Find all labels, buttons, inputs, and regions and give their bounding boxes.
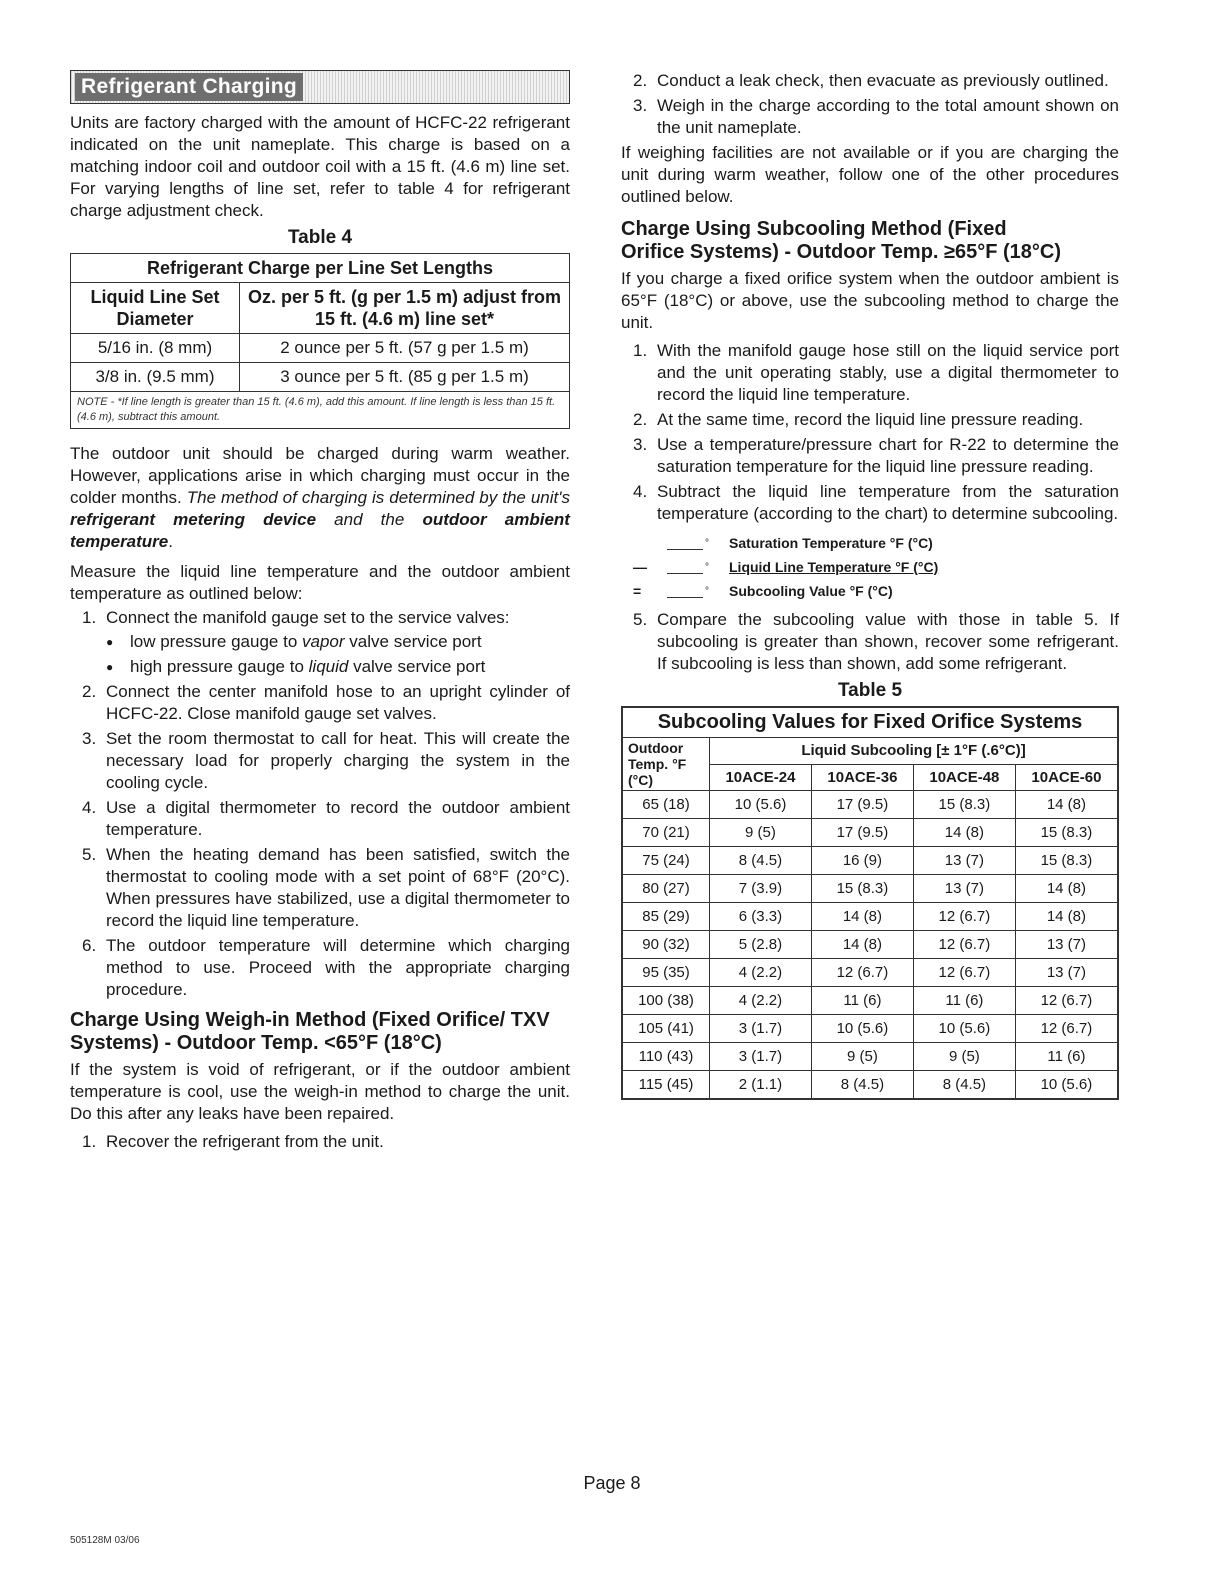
subcooling-steps-continued	[621, 609, 1119, 675]
step-text: Use a temperature/pressure chart for R-22 to determine the saturation temperature for the liquid line pressure reading.	[657, 435, 1119, 476]
table4-caption: Table 4	[287, 227, 353, 248]
table-cell: 12 (6.7)	[913, 931, 1015, 959]
table-row	[622, 903, 1118, 931]
table-row	[71, 334, 570, 363]
table-cell: 13 (7)	[913, 847, 1015, 875]
step-text: The outdoor temperature will determine which charging method to use. Proceed with the appropriate charging procedure.	[106, 936, 570, 999]
table4-title: Refrigerant Charge per Line Set Lengths	[71, 254, 570, 283]
text-span: outdoor ambient temperature	[70, 510, 570, 551]
text-span: vapor	[302, 632, 345, 651]
step-number: 1.	[82, 608, 97, 627]
step-text: With the manifold gauge hose still on the liquid service port and the unit operating stably, use a digital thermometer to record the liquid line temperature.	[657, 341, 1119, 404]
table-cell: 10 (5.6)	[913, 1015, 1015, 1043]
table-row	[622, 1071, 1118, 1100]
text-span: liquid	[308, 657, 349, 676]
table4-col1-header: Liquid Line Set Diameter	[71, 283, 240, 334]
table-row	[622, 875, 1118, 903]
table-cell: 12 (6.7)	[811, 959, 913, 987]
weighing-paragraph: If weighing facilities are not available or if you are charging the unit during warm weather, follow one of the other procedures outlined below.	[621, 143, 1119, 206]
table-cell: 12 (6.7)	[1015, 987, 1118, 1015]
table-row	[622, 931, 1118, 959]
table-cell: 4 (2.2)	[710, 987, 812, 1015]
table-cell: 17 (9.5)	[811, 791, 913, 819]
list-item	[621, 609, 1119, 675]
table-row	[622, 987, 1118, 1015]
table-cell: 100 (38)	[622, 987, 710, 1015]
table-cell: 8 (4.5)	[913, 1071, 1015, 1100]
table-cell: 15 (8.3)	[1015, 819, 1118, 847]
list-item	[621, 340, 1119, 406]
table5-title: Subcooling Values for Fixed Orifice Systems	[622, 707, 1118, 738]
step-number: 4.	[82, 798, 97, 817]
heading-line: Charge Using Subcooling Method (Fixed	[621, 218, 1007, 240]
table-cell: 16 (9)	[811, 847, 913, 875]
step-text: Weigh in the charge according to the total amount shown on the unit nameplate.	[657, 96, 1119, 137]
step-text: Compare the subcooling value with those in table 5. If subcooling is greater than shown, recover some refrigerant. If subcooling is less than shown, add some refrigerant.	[657, 610, 1119, 673]
step-text: Recover the refrigerant from the unit.	[106, 1132, 384, 1151]
list-item	[621, 434, 1119, 478]
degree-mark: °	[705, 585, 709, 597]
table-cell: 15 (8.3)	[913, 791, 1015, 819]
table-cell: 8 (4.5)	[710, 847, 812, 875]
bullet-icon: ●	[106, 660, 114, 674]
table-cell: 14 (8)	[1015, 791, 1118, 819]
step-text: Set the room thermostat to call for heat. This will create the necessary load for properly charging the system in the cooling cycle.	[106, 729, 570, 792]
step-number: 5.	[633, 610, 648, 629]
table-cell: 80 (27)	[622, 875, 710, 903]
list-item	[70, 681, 570, 725]
table-cell: 2 (1.1)	[710, 1071, 812, 1100]
subcooling-calculation	[621, 531, 1119, 603]
subcooling-steps	[621, 340, 1119, 525]
table-cell: 12 (6.7)	[913, 903, 1015, 931]
table-cell: 10 (5.6)	[1015, 1071, 1118, 1100]
list-item	[70, 1131, 570, 1153]
list-item	[70, 844, 570, 932]
left-column	[70, 70, 570, 1156]
step-number: 1.	[82, 1132, 97, 1151]
text-span: low pressure gauge to	[130, 632, 298, 651]
step-number: 6.	[82, 936, 97, 955]
subcooling-heading	[621, 218, 1119, 264]
table5-body	[622, 791, 1118, 1100]
list-item	[70, 797, 570, 841]
text-span: .	[168, 532, 173, 551]
table-cell: 11 (6)	[913, 987, 1015, 1015]
table-cell: 13 (7)	[1015, 931, 1118, 959]
table-cell: 85 (29)	[622, 903, 710, 931]
table5-outdoor-header: Outdoor Temp. °F (°C)	[622, 738, 710, 791]
list-item	[621, 95, 1119, 139]
table-cell: 10 (5.6)	[710, 791, 812, 819]
degree-mark: °	[705, 537, 709, 549]
table5-model-header: 10ACE-36	[811, 764, 913, 791]
table-cell: 9 (5)	[710, 819, 812, 847]
table4-col2-header: Oz. per 5 ft. (g per 1.5 m) adjust from 15 ft. (4.6 m) line set*	[240, 283, 570, 334]
table5-model-header: 10ACE-48	[913, 764, 1015, 791]
operator: =	[633, 583, 642, 599]
table-cell: 105 (41)	[622, 1015, 710, 1043]
table-cell: 75 (24)	[622, 847, 710, 875]
table-row	[71, 363, 570, 392]
table-cell: 5 (2.8)	[710, 931, 812, 959]
table-row	[622, 847, 1118, 875]
document-code: 505128M 03/06	[70, 1535, 140, 1546]
step-number: 2.	[633, 410, 648, 429]
table-row	[622, 791, 1118, 819]
table-cell: 5/16 in. (8 mm)	[71, 334, 240, 363]
text-span: The method of charging is determined by the unit's	[186, 488, 570, 507]
list-item	[70, 607, 570, 678]
table-cell: 13 (7)	[913, 875, 1015, 903]
table-row	[622, 819, 1118, 847]
table-cell: 95 (35)	[622, 959, 710, 987]
table5	[621, 706, 1119, 1100]
calc-row	[621, 555, 1119, 579]
text-span: and the	[334, 510, 405, 529]
table-cell: 15 (8.3)	[1015, 847, 1118, 875]
list-item	[621, 481, 1119, 525]
measure-steps	[70, 607, 570, 1001]
table-cell: 17 (9.5)	[811, 819, 913, 847]
table-cell: 14 (8)	[1015, 903, 1118, 931]
step-text: At the same time, record the liquid line pressure reading.	[657, 410, 1084, 429]
section-title: Refrigerant Charging	[75, 73, 303, 101]
table5-model-header: 10ACE-24	[710, 764, 812, 791]
weigh-in-steps	[70, 1131, 570, 1153]
step-number: 2.	[633, 71, 648, 90]
step-number: 4.	[633, 482, 648, 501]
table-cell: 9 (5)	[811, 1043, 913, 1071]
text-span: refrigerant metering device	[70, 510, 317, 529]
step-number: 3.	[633, 435, 648, 454]
table-cell: 14 (8)	[1015, 875, 1118, 903]
table-cell: 14 (8)	[811, 903, 913, 931]
calc-label: Liquid Line Temperature °F (°C)	[729, 559, 939, 575]
text-span: valve service port	[349, 632, 482, 651]
step-number: 3.	[82, 729, 97, 748]
table-cell: 7 (3.9)	[710, 875, 812, 903]
calc-label: Subcooling Value °F (°C)	[729, 583, 893, 599]
calc-label: Saturation Temperature °F (°C)	[729, 535, 933, 551]
table-cell: 2 ounce per 5 ft. (57 g per 1.5 m)	[240, 334, 570, 363]
step-number: 3.	[633, 96, 648, 115]
blank-line	[667, 560, 703, 574]
heading-line: Orifice Systems) - Outdoor Temp. ≥65°F (18°C)	[621, 241, 1062, 263]
table5-model-header: 10ACE-60	[1015, 764, 1118, 791]
charging-paragraph	[70, 443, 570, 553]
table-cell: 4 (2.2)	[710, 959, 812, 987]
list-item	[70, 935, 570, 1001]
step-text: Conduct a leak check, then evacuate as previously outlined.	[657, 71, 1109, 90]
text-span: valve service port	[353, 657, 486, 676]
list-item	[94, 656, 570, 678]
table-cell: 12 (6.7)	[913, 959, 1015, 987]
text-span: high pressure gauge to	[130, 657, 304, 676]
operator: —	[633, 559, 647, 575]
step-text: Subtract the liquid line temperature from the saturation temperature (according to the chart) to determine subcooling.	[657, 482, 1119, 523]
list-item	[621, 70, 1119, 92]
list-item	[621, 409, 1119, 431]
table5-group-header: Liquid Subcooling [± 1°F (.6°C)]	[710, 738, 1119, 765]
table-cell: 3 ounce per 5 ft. (85 g per 1.5 m)	[240, 363, 570, 392]
table4-note: NOTE - *If line length is greater than 15 ft. (4.6 m), add this amount. If line length is less than 15 ft. (4.6 m), subtract this amount.	[71, 392, 570, 429]
subcooling-paragraph: If you charge a fixed orifice system when the outdoor ambient is 65°F (18°C) or above, use the subcooling method to charge the unit.	[621, 269, 1119, 332]
intro-paragraph: Units are factory charged with the amount of HCFC-22 refrigerant indicated on the unit nameplate. This charge is based on a matching indoor coil and outdoor coil with a 15 ft. (4.6 m) line set. For varying lengths of line set, refer to table 4 for refrigerant charge adjustment check.	[70, 113, 570, 220]
table-cell: 3/8 in. (9.5 mm)	[71, 363, 240, 392]
step-text: Use a digital thermometer to record the outdoor ambient temperature.	[106, 798, 570, 839]
weigh-in-paragraph: If the system is void of refrigerant, or if the outdoor ambient temperature is cool, use the weigh-in method to charge the unit. Do this after any leaks have been repaired.	[70, 1060, 570, 1123]
weigh-in-heading: Charge Using Weigh-in Method (Fixed Orifice/ TXV Systems) - Outdoor Temp. <65°F (18°C)	[70, 1009, 550, 1054]
table-cell: 12 (6.7)	[1015, 1015, 1118, 1043]
table4	[70, 253, 570, 429]
table-cell: 11 (6)	[811, 987, 913, 1015]
table-cell: 3 (1.7)	[710, 1015, 812, 1043]
table-row	[622, 1043, 1118, 1071]
table-row	[622, 959, 1118, 987]
step-number: 5.	[82, 845, 97, 864]
table-cell: 3 (1.7)	[710, 1043, 812, 1071]
bullet-icon: ●	[106, 635, 114, 649]
table-cell: 8 (4.5)	[811, 1071, 913, 1100]
weigh-in-steps-continued	[621, 70, 1119, 139]
table-cell: 115 (45)	[622, 1071, 710, 1100]
calc-row	[621, 531, 1119, 555]
table-row	[622, 1015, 1118, 1043]
table-cell: 6 (3.3)	[710, 903, 812, 931]
step-text: Connect the manifold gauge set to the service valves:	[106, 608, 510, 627]
table-cell: 15 (8.3)	[811, 875, 913, 903]
page-number: Page 8	[583, 1473, 641, 1493]
calc-row	[621, 579, 1119, 603]
degree-mark: °	[705, 561, 709, 573]
step-text: When the heating demand has been satisfied, switch the thermostat to cooling mode with a set point of 68°F (20°C). When pressures have stabilized, use a digital thermometer to record the liquid line temperature.	[106, 845, 570, 930]
step-number: 1.	[633, 341, 648, 360]
table5-caption: Table 5	[837, 680, 903, 701]
blank-line	[667, 536, 703, 550]
table-cell: 13 (7)	[1015, 959, 1118, 987]
table-cell: 10 (5.6)	[811, 1015, 913, 1043]
text-span: The outdoor unit should be charged during warm weather. However, applications arise in which charging must occur in the colder months.	[70, 444, 570, 507]
table-cell: 11 (6)	[1015, 1043, 1118, 1071]
section-banner	[70, 70, 570, 104]
table-cell: 110 (43)	[622, 1043, 710, 1071]
measure-paragraph: Measure the liquid line temperature and the outdoor ambient temperature as outlined below:	[70, 562, 570, 603]
right-column	[621, 70, 1119, 1100]
blank-line	[667, 584, 703, 598]
table-cell: 9 (5)	[913, 1043, 1015, 1071]
step-number: 2.	[82, 682, 97, 701]
list-item	[70, 728, 570, 794]
table-cell: 14 (8)	[811, 931, 913, 959]
table-cell: 70 (21)	[622, 819, 710, 847]
list-item	[94, 631, 570, 653]
table-cell: 65 (18)	[622, 791, 710, 819]
table-cell: 90 (32)	[622, 931, 710, 959]
table-cell: 14 (8)	[913, 819, 1015, 847]
step-text: Connect the center manifold hose to an upright cylinder of HCFC-22. Close manifold gauge set valves.	[106, 682, 570, 723]
